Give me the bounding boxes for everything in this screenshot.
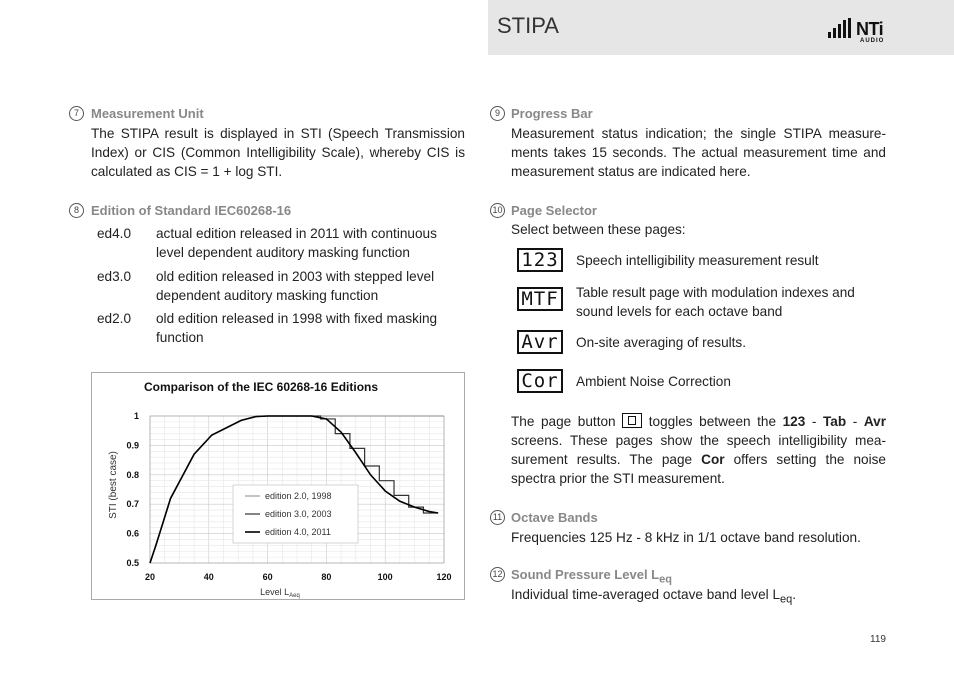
page-cor-description: Ambient Noise Correction	[576, 374, 731, 389]
page-button-explanation: The page button toggles between the 123 - Tab - Avr screens. These pages show the speech intelligibility mea-surement results. The page Cor offers setting the noise spectra prior the STI measurement.	[511, 414, 886, 486]
section-number-10: 10	[490, 203, 505, 218]
edition-description: old edition released in 1998 with fixed masking function	[156, 311, 438, 345]
chart-title: Comparison of the IEC 60268-16 Editions	[143, 380, 379, 394]
logo-text: NTi	[856, 19, 884, 39]
section-heading-octave-bands: Octave Bands	[511, 510, 598, 525]
edition-comparison-chart	[92, 373, 464, 599]
page-mtf-icon: MTF	[517, 287, 563, 311]
legend-label: edition 3.0, 2003	[265, 509, 332, 519]
legend-label: edition 2.0, 1998	[265, 491, 332, 501]
section-number-8: 8	[69, 203, 84, 218]
section-heading-sound-pressure-level: Sound Pressure Level $L_{eq}$	[511, 567, 672, 586]
page-mtf-description: Table result page with modulation indexes and sound levels for each octave band	[576, 285, 855, 319]
y-tick-label: 0.7	[126, 499, 139, 510]
section-body-progress-bar: Measurement status indication; the single STIPA measure-ments takes 15 seconds. The actual measurement time and measurement status are indicated here.	[511, 126, 886, 179]
page-123-icon: 123	[517, 248, 563, 272]
x-tick-label: 60	[262, 572, 273, 582]
section-heading-edition: Edition of Standard IEC60268-16	[91, 203, 292, 218]
edition-description: actual edition released in 2011 with continuous level dependent auditory masking function	[156, 226, 437, 260]
page-title: STIPA	[497, 13, 559, 38]
page-number: 119	[870, 634, 886, 645]
x-tick-label: 80	[321, 572, 332, 582]
section-number-9: 9	[490, 106, 505, 121]
section-body-measurement-unit: The STIPA result is displayed in STI (Speech Transmission Index) or CIS (Common Intelligibility Scale), whereby CIS is calculated as CIS = 1 + log STI.	[91, 126, 465, 179]
section-heading-measurement-unit: Measurement Unit	[91, 106, 204, 121]
x-axis-label: Level $L_{Aeq}$	[260, 587, 300, 599]
edition-description: old edition released in 2003 with stepped level dependent auditory masking function	[156, 269, 435, 303]
legend-label: edition 4.0, 2011	[265, 527, 331, 537]
edition-code: ed3.0	[97, 269, 132, 284]
section-body-sound-pressure-level: Individual time-averaged octave band level $L_{eq}$.	[511, 587, 797, 606]
section-number-7: 7	[69, 106, 84, 121]
x-tick-label: 40	[203, 572, 214, 582]
section-number-12: 12	[490, 567, 505, 582]
chart-container	[91, 372, 465, 600]
y-tick-label: 0.6	[126, 528, 139, 539]
section-body-octave-bands: Frequencies 125 Hz - 8 kHz in 1/1 octave band resolution.	[511, 530, 861, 545]
edition-code: ed2.0	[97, 311, 132, 326]
page-cor-icon: Cor	[517, 369, 563, 393]
y-axis-label: STI (best case)	[108, 451, 119, 519]
logo-subtext: AUDIO	[860, 38, 885, 44]
section-number-11: 11	[490, 510, 505, 525]
x-tick-label: 20	[144, 572, 156, 582]
chart-legend	[233, 485, 358, 543]
page-toggle-button-icon	[622, 413, 642, 428]
section-heading-page-selector: Page Selector	[511, 203, 597, 218]
y-tick-label: 1	[133, 411, 139, 421]
y-tick-label: 0.5	[126, 558, 139, 568]
y-tick-label: 0.9	[126, 440, 139, 451]
x-tick-label: 100	[377, 572, 393, 582]
x-tick-label: 120	[436, 572, 452, 582]
page-avr-icon: Avr	[517, 330, 563, 354]
page-selector-intro: Select between these pages:	[511, 222, 686, 237]
page-123-description: Speech intelligibility measurement result	[576, 253, 819, 268]
edition-code: ed4.0	[97, 226, 132, 241]
page-avr-description: On-site averaging of results.	[576, 335, 747, 350]
section-heading-progress-bar: Progress Bar	[511, 106, 593, 121]
y-tick-label: 0.8	[126, 469, 139, 480]
